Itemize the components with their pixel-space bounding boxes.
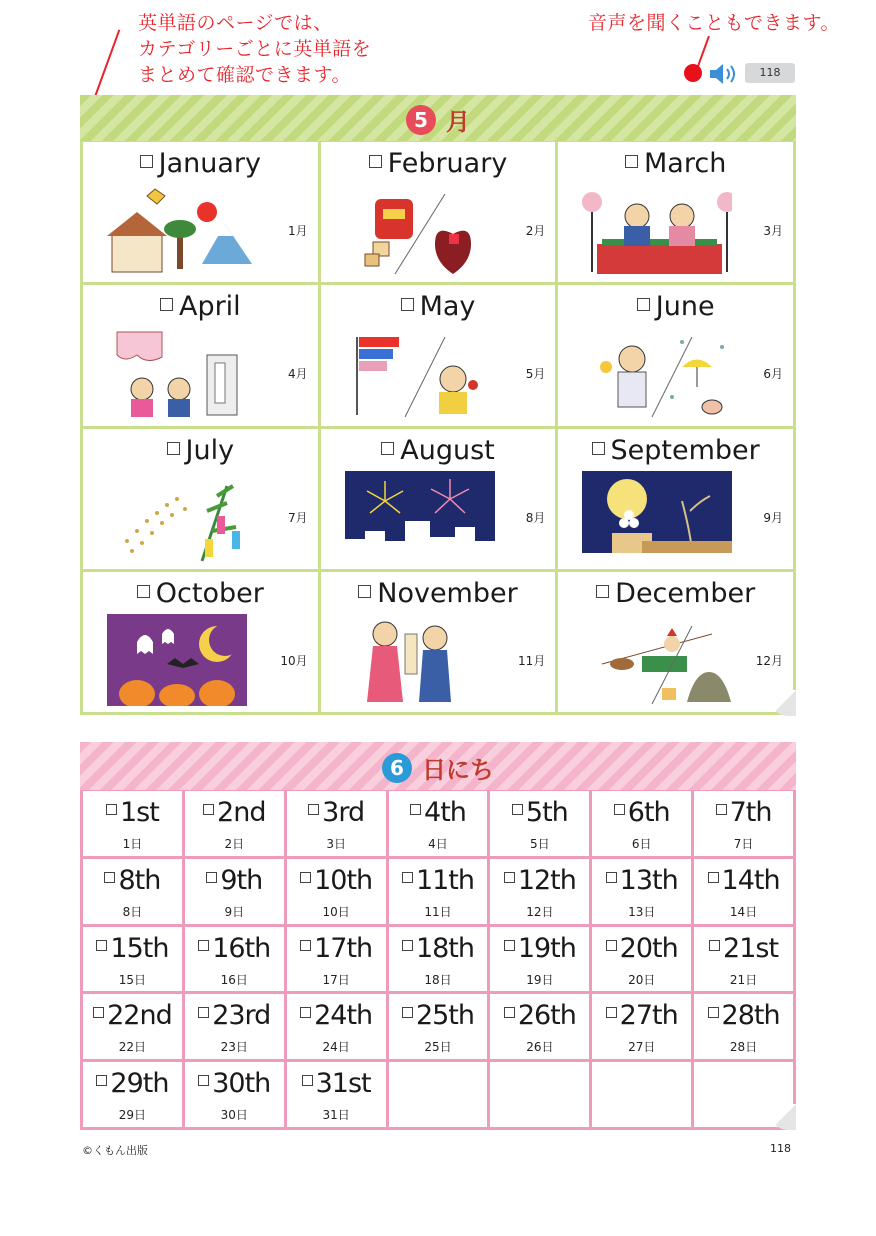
hina-dolls-illustration [582,184,732,276]
day-jp-label: 22日 [118,1040,147,1055]
copyright: ©くもん出版 [82,1144,148,1157]
day-card-5th [490,791,589,856]
checkbox[interactable] [198,940,209,951]
month-name [321,148,556,179]
day-jp-label: 26日 [526,1040,554,1055]
category-note-line3: まとめて確認できます。 [138,64,351,86]
day-name [592,933,691,964]
day-label: 30th [212,1068,271,1100]
day-card-26th [490,994,589,1059]
day-name [490,1000,589,1031]
day-label: 19th [517,932,576,964]
day-name [389,933,488,964]
checkbox[interactable] [203,804,214,815]
day-label: 7th [729,797,772,828]
day-card-24th [287,994,386,1059]
fireworks-illustration [345,471,495,563]
checkbox[interactable] [167,442,180,455]
setsubun-valentine-illustration [345,184,495,276]
checkbox[interactable] [308,804,319,815]
day-label: 14th [721,864,780,896]
day-jp-label: 18日 [424,972,452,987]
carp-streamer-illustration [345,327,495,419]
months-section [80,95,796,715]
day-name [287,933,386,964]
month-name [83,578,318,609]
day-name [389,865,488,896]
month-jp-label: 12月 [755,653,783,668]
checkbox[interactable] [198,1075,209,1086]
day-card-21st [694,927,793,992]
day-label: 27th [619,1000,678,1032]
day-card-28th [694,994,793,1059]
day-name [83,1068,182,1099]
day-card-29th [83,1062,182,1127]
month-name [558,435,793,466]
day-card-8th [83,859,182,924]
month-label: November [377,577,518,609]
day-jp-label: 24日 [322,1040,350,1055]
day-card-3rd [287,791,386,856]
month-card-june [558,285,793,425]
day-name [185,1068,284,1099]
day-jp-label: 15日 [118,972,147,987]
month-jp-label: 10月 [280,653,308,668]
day-card-11th [389,859,488,924]
new-year-illustration [107,184,257,276]
category-note-line2: カテゴリーごとに英単語を [138,38,372,60]
day-label: 16th [212,932,271,964]
day-label: 20th [619,932,678,964]
month-card-february [321,142,556,282]
day-label: 1st [120,797,159,828]
day-card-4th [389,791,488,856]
month-card-december [558,572,793,712]
checkbox[interactable] [504,1007,515,1018]
month-name [558,578,793,609]
day-label: 2nd [217,797,266,828]
day-card-2nd [185,791,284,856]
day-label: 9th [220,864,263,896]
day-name [389,1000,488,1031]
month-jp-label: 4月 [288,367,308,382]
month-jp-label: 6月 [763,367,783,382]
day-jp-label: 9日 [224,904,245,919]
checkbox[interactable] [96,940,107,951]
months-header [80,95,796,141]
day-label: 28th [721,1000,780,1032]
checkbox[interactable] [504,872,515,883]
day-jp-label: 13日 [628,904,656,919]
month-jp-label: 3月 [763,224,783,238]
month-label: October [155,577,264,609]
day-label: 18th [415,932,475,964]
days-grid [83,791,793,1127]
day-card-7th [694,791,793,856]
day-jp-label: 10日 [322,904,350,919]
category-note-line1: 英単語のページでは、 [138,12,333,34]
day-label: 24th [314,1000,373,1032]
checkbox[interactable] [402,940,413,951]
month-jp-label: 7月 [288,510,308,525]
day-jp-label: 7日 [733,837,754,851]
day-card-10th [287,859,386,924]
day-card-31st [287,1062,386,1127]
days-title [80,750,796,785]
day-card-17th [287,927,386,992]
checkbox[interactable] [140,155,153,168]
day-name [185,865,284,896]
month-label: July [185,434,235,466]
month-name [321,291,556,322]
checkbox[interactable] [160,298,173,311]
month-label: June [655,291,715,323]
day-name [83,1000,182,1031]
day-label: 13th [619,864,678,896]
checkbox[interactable] [198,1007,209,1018]
day-card-25th [389,994,488,1059]
checkbox[interactable] [402,1007,413,1018]
month-label: April [178,291,241,323]
day-name [83,797,182,828]
callout-line-left [91,29,120,105]
month-jp-label: 9月 [763,510,783,525]
month-card-april [83,285,318,425]
day-label: 10th [314,864,373,896]
month-label: September [610,434,760,466]
day-label: 12th [517,864,576,896]
checkbox[interactable] [708,1007,719,1018]
category-note [138,10,371,88]
month-label: December [615,577,756,609]
days-title-text: 日にち [422,756,494,784]
month-name [558,291,793,322]
day-jp-label: 16日 [220,972,248,987]
month-jp-label: 5月 [525,367,546,382]
day-label: 29th [110,1068,169,1100]
month-card-july [83,429,318,569]
rainy-season-illustration [582,327,732,419]
day-card-13th [592,859,691,924]
day-jp-label: 5日 [530,837,550,851]
day-name [490,797,589,828]
month-name [83,148,318,179]
month-name [321,435,556,466]
day-name [592,1000,691,1031]
days-section [80,742,796,1130]
day-card-9th [185,859,284,924]
month-label: February [387,148,508,179]
day-card-16th [185,927,284,992]
day-card-27th [592,994,691,1059]
checkbox[interactable] [504,940,515,951]
day-card-20th [592,927,691,992]
day-jp-label: 2日 [224,837,245,851]
day-jp-label: 25日 [424,1040,452,1055]
checkbox[interactable] [592,442,605,455]
moon-viewing-illustration [582,471,732,563]
day-jp-label: 3日 [326,837,346,851]
day-label: 22nd [107,1000,172,1032]
day-card-19th [490,927,589,992]
day-name [592,865,691,896]
school-entrance-illustration [107,327,257,419]
day-name [694,1000,793,1031]
checkbox[interactable] [106,804,117,815]
day-label: 17th [314,932,373,964]
month-label: August [400,434,495,466]
day-name [694,933,793,964]
day-label: 31st [315,1068,371,1100]
day-label: 4th [424,797,466,828]
checkbox[interactable] [606,1007,617,1018]
shichigosan-illustration [345,614,495,706]
checkbox[interactable] [300,1007,311,1018]
day-card-15th [83,927,182,992]
checkbox[interactable] [104,872,115,883]
page-number: 118 [770,1142,791,1155]
day-name [592,797,691,828]
empty-day-cell [592,1062,691,1127]
day-name [287,797,386,828]
month-name [321,578,556,609]
checkbox[interactable] [401,298,414,311]
month-name [83,435,318,466]
day-jp-label: 28日 [729,1040,758,1055]
day-jp-label: 11日 [424,904,452,919]
checkbox[interactable] [708,872,719,883]
day-card-12th [490,859,589,924]
section-number-badge: 5 [406,105,436,135]
day-label: 5th [525,797,568,828]
day-card-1st [83,791,182,856]
day-label: 6th [627,797,670,828]
day-name [389,797,488,828]
callout-dot-right [684,64,702,82]
checkbox[interactable] [625,155,638,168]
day-jp-label: 17日 [322,972,350,987]
month-jp-label: 1月 [288,224,308,238]
day-name [694,865,793,896]
checkbox[interactable] [300,940,311,951]
day-card-22nd [83,994,182,1059]
day-name [287,1000,386,1031]
month-card-may [321,285,556,425]
checkbox[interactable] [300,872,311,883]
month-jp-label: 2月 [525,224,546,238]
day-label: 11th [415,864,475,896]
day-jp-label: 29日 [118,1108,147,1123]
day-card-6th [592,791,691,856]
section-number-badge: 6 [382,753,412,783]
day-label: 15th [110,932,169,964]
months-grid [83,142,793,712]
checkbox[interactable] [606,872,617,883]
checkbox[interactable] [93,1007,104,1018]
month-card-october [83,572,318,712]
day-label: 23rd [212,1000,271,1032]
day-name [83,933,182,964]
months-title [80,102,796,137]
checkbox[interactable] [402,872,413,883]
day-name [490,865,589,896]
checkbox[interactable] [709,940,720,951]
day-name [185,1000,284,1031]
month-card-march [558,142,793,282]
checkbox[interactable] [716,804,727,815]
page-badge: 118 [745,63,795,83]
day-jp-label: 23日 [220,1040,248,1055]
month-card-january [83,142,318,282]
day-name [185,933,284,964]
christmas-illustration [582,614,732,706]
day-card-14th [694,859,793,924]
checkbox[interactable] [206,872,217,883]
day-card-18th [389,927,488,992]
day-label: 26th [517,1000,576,1032]
month-label: March [644,148,727,179]
checkbox[interactable] [96,1075,107,1086]
day-name [83,865,182,896]
day-jp-label: 14日 [729,904,758,919]
empty-day-cell [490,1062,589,1127]
checkbox[interactable] [137,585,150,598]
day-jp-label: 21日 [729,972,758,987]
day-name [287,1068,386,1099]
checkbox[interactable] [606,940,617,951]
checkbox[interactable] [637,298,650,311]
checkbox[interactable] [614,804,625,815]
day-name [490,933,589,964]
days-header [80,742,796,790]
month-card-august [321,429,556,569]
day-jp-label: 8日 [122,904,143,919]
month-name [83,291,318,322]
day-jp-label: 20日 [628,972,656,987]
checkbox[interactable] [410,804,421,815]
day-card-30th [185,1062,284,1127]
empty-day-cell [389,1062,488,1127]
day-card-23rd [185,994,284,1059]
day-jp-label: 12日 [526,904,554,919]
months-title-text: 月 [446,108,470,136]
audio-note: 音声を聞くこともできます。 [588,12,840,34]
day-jp-label: 31日 [322,1108,350,1123]
checkbox[interactable] [596,585,609,598]
checkbox[interactable] [369,155,382,168]
tanabata-illustration [107,471,257,563]
halloween-illustration [107,614,257,706]
month-jp-label: 8月 [525,510,546,525]
day-name [287,865,386,896]
month-label: May [419,291,476,323]
day-label: 25th [415,1000,475,1032]
day-jp-label: 4日 [428,837,448,851]
month-name [558,148,793,179]
checkbox[interactable] [302,1075,313,1086]
checkbox[interactable] [381,442,394,455]
checkbox[interactable] [358,585,371,598]
day-jp-label: 19日 [526,972,554,987]
speaker-icon[interactable] [708,62,738,86]
day-jp-label: 30日 [220,1108,248,1123]
day-jp-label: 27日 [628,1040,656,1055]
day-jp-label: 6日 [631,837,652,851]
checkbox[interactable] [512,804,523,815]
month-card-september [558,429,793,569]
day-label: 3rd [322,797,365,828]
day-label: 21st [723,932,779,964]
month-jp-label: 11月 [518,653,546,668]
day-name [694,797,793,828]
day-jp-label: 1日 [122,837,143,851]
month-card-november [321,572,556,712]
day-name [185,797,284,828]
month-label: January [158,148,261,179]
day-label: 8th [118,864,161,896]
